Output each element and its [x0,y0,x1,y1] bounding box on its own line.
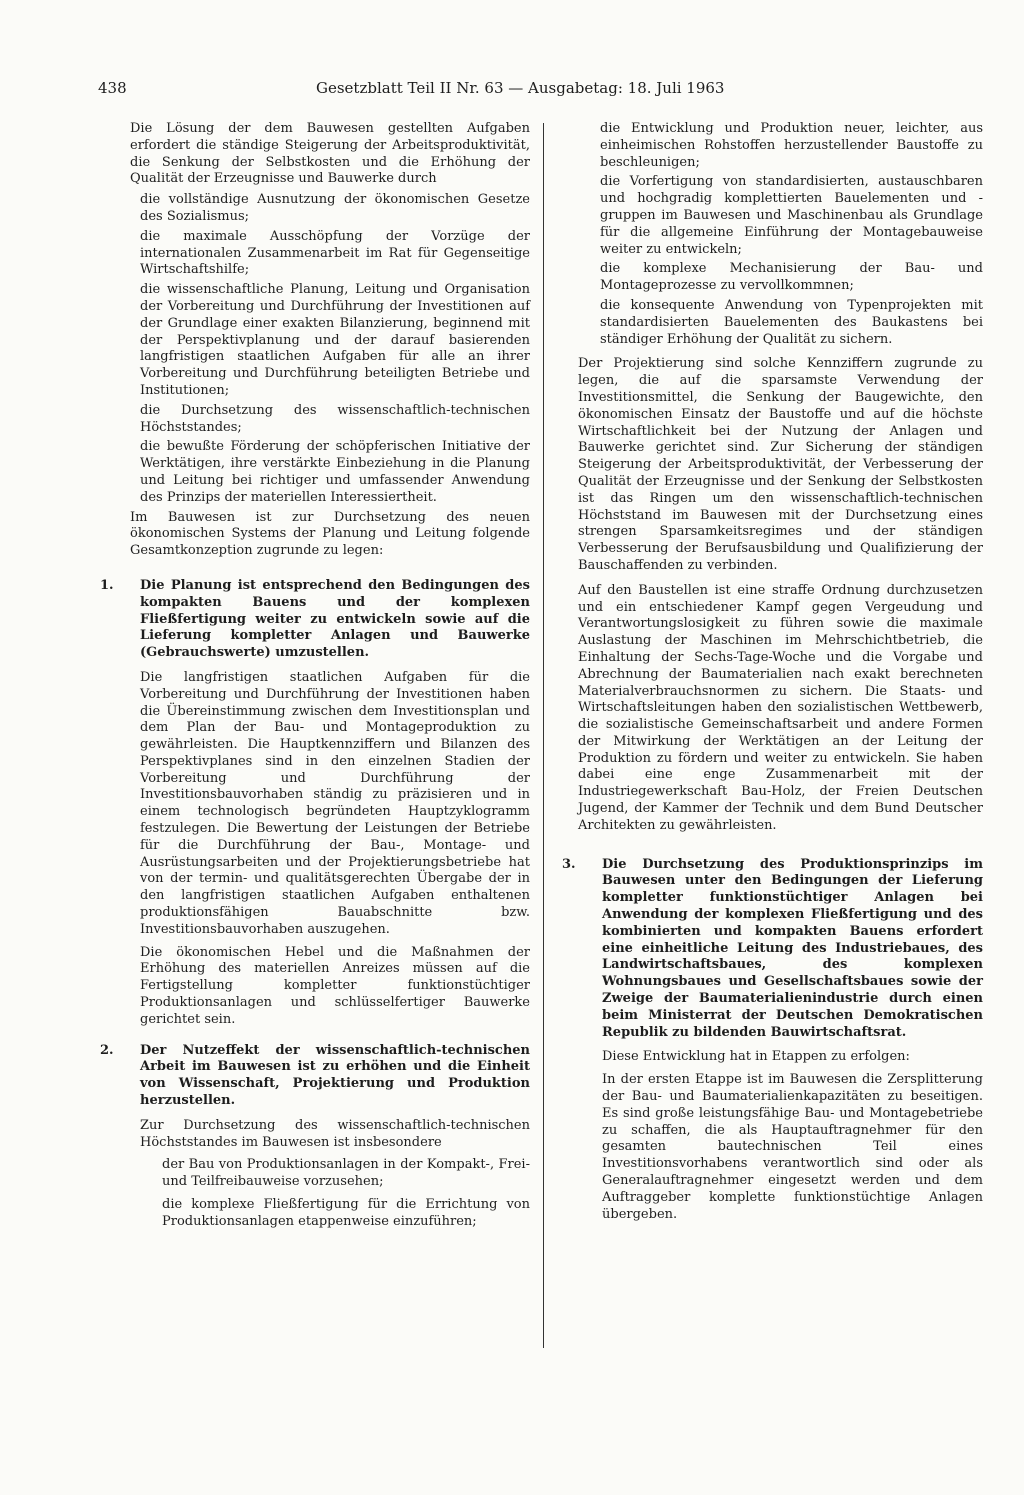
list-item: die bewußte Förderung der schöpferischen Initiative der Werktätigen, ihre verstärkte Einbeziehung in die Planung und Leitung bei richtiger und umfassender Anwendung des Prinzips der materiellen Interessiertheit. [140,439,530,505]
list-item: die komplexe Mechanisierung der Bau- und Montageprozesse zu vervollkommnen; [600,261,983,294]
section-heading: Die Durchsetzung des Produktionsprinzips im Bauwesen unter den Bedingungen der Lieferung kompletter funktionstüchtiger Anlagen bei Anwendung der komplexen Fließfertigung und des kombinierten und kompakten Bauens erfordert eine einheitliche Leitung des Industriebaues, des Landwirtschaftsbaues, des komplexen Wohnungsbaues und Gesellschaftsbaues sowie der Zweige der Baumaterialienindustrie durch einen beim Ministerrat der Deutschen Demokratischen Republik zu bildenden Bauwirtschaftsrat. [602,856,983,1040]
paragraph: Zur Durchsetzung des wissenschaftlich-technischen Höchststandes im Bauwesen ist insbesondere [140,1117,530,1150]
paragraph: In der ersten Etappe ist im Bauwesen die Zersplitterung der Bau- und Baumaterialienkapazitäten zu beseitigen. Es sind große leistungsfähige Bau- und Montagebetriebe zu schaffen, die als Hauptauftragnehmer für den gesamten bautechnischen Teil eines Investitionsvorhabens verantwortlich sind oder als Generalauftragnehmer eingesetzt werden und dem Auftraggeber komplette funktionstüchtige Anlagen übergeben. [602,1072,983,1222]
paragraph: Auf den Baustellen ist eine straffe Ordnung durchzusetzen und ein entschiedener Kampf gegen Vergeudung und Verantwortungslosigkeit zu führen sowie die maximale Auslastung der Maschinen im Mehrschichtbetrieb, die Einhaltung der Sechs-Tage-Woche und die Vorgabe und Abrechnung der Baumaterialien nach exakt berechneten Materialverbrauchsnormen zu sichern. Die Staats- und Wirtschaftsleitungen haben den sozialistischen Wettbewerb, die sozialistische Gemeinschaftsarbeit und andere Formen der Mitwirkung der Werktätigen an der Leitung der Produktion zu fördern und weiter zu entwickeln. Sie haben dabei eine enge Zusammenarbeit mit der Industriegewerkschaft Bau-Holz, der Freien Deutschen Jugend, der Kammer der Technik und dem Bund Deutscher Architekten zu gewährleisten. [578,582,983,833]
page-number: 438 [98,79,127,97]
section-2 [100,1042,530,1231]
section-number: 2. [100,1042,114,1058]
page-header [98,77,968,99]
list-item: die komplexe Fließfertigung für die Errichtung von Produktionsanlagen etappenweise einzuführen; [162,1197,530,1229]
right-column [562,121,983,1229]
list-item: die Durchsetzung des wissenschaftlich-technischen Höchststandes; [140,402,530,435]
concept-paragraph: Im Bauwesen ist zur Durchsetzung des neuen ökonomischen Systems der Planung und Leitung folgende Gesamtkonzeption zugrunde zu legen: [130,509,530,559]
section-3 [562,856,983,1224]
section-1 [100,577,530,1029]
list-item: die vollständige Ausnutzung der ökonomischen Gesetze des Sozialismus; [140,192,530,224]
running-head: Gesetzblatt Teil II Nr. 63 — Ausgabetag: 18. Juli 1963 [316,79,725,97]
paragraph: Diese Entwicklung hat in Etappen zu erfolgen: [602,1049,910,1065]
paragraph: Die ökonomischen Hebel und die Maßnahmen der Erhöhung des materiellen Anreizes müssen auf die Fertigstellung kompletter funktionstüchtiger Produktionsanlagen und schlüsselfertiger Bauwerke gerichtet sein. [140,944,530,1027]
paragraph: Der Projektierung sind solche Kennziffern zugrunde zu legen, die auf die sparsamste Verwendung der Investitionsmittel, die Senkung der Baugewichte, den ökonomischen Einsatz der Baustoffe und auf die höchste Wirtschaftlichkeit bei der Nutzung der Anlagen und Bauwerke gerichtet sind. Zur Sicherung der ständigen Steigerung der Arbeitsproduktivität, der Verbesserung der Qualität der Erzeugnisse und der Senkung der Selbstkosten ist das Ringen um den wissenschaftlich-technischen Höchststand im Bauwesen mit der Durchsetzung eines strengen Sparsamkeitsregimes und der ständigen Verbesserung der Berufsausbildung und Qualifizierung der Bauschaffenden zu verbinden. [578,356,983,573]
section-number: 1. [100,577,114,593]
column-divider [543,123,544,1348]
intro-paragraph: Die Lösung der dem Bauwesen gestellten Aufgaben erfordert die ständige Steigerung der Arbeitsproduktivität, die Senkung der Selbstkosten und die Erhöhung der Qualität der Erzeugnisse und Bauwerke durch [130,121,530,187]
section-number: 3. [562,856,576,872]
left-column [100,121,530,1237]
list-item: der Bau von Produktionsanlagen in der Kompakt-, Frei- und Teilfreibauweise vorzusehen; [162,1157,530,1190]
paragraph: Die langfristigen staatlichen Aufgaben für die Vorbereitung und Durchführung der Investitionen haben die Übereinstimmung zwischen dem Investitionsplan und dem Plan der Bau- und Montageproduktion zu gewährleisten. Die Hauptkennziffern und Bilanzen des Perspektivplanes sind in den einzelnen Stadien der Vorbereitung und Durchführung der Investitionsbauvorhaben ständig zu präzisieren und in einem technologisch begründeten Hauptzyklogramm festzulegen. Die Bewertung der Leistungen der Betriebe für die Durchführung der Bau-, Montage- und Ausrüstungsarbeiten und der Projektierungsbetriebe hat von der termin- und qualitätsgerechten Übergabe der in den langfristigen staatlichen Aufgaben enthaltenen produktionsfähigen Bauabschnitte bzw. Investitionsbauvorhaben auszugehen. [140,669,530,937]
list-item: die maximale Ausschöpfung der Vorzüge der internationalen Zusammenarbeit im Rat für Gegenseitige Wirtschaftshilfe; [140,228,530,278]
list-item: die wissenschaftliche Planung, Leitung und Organisation der Vorbereitung und Durchführung der Investitionen auf der Grundlage einer exakten Bilanzierung, beginnend mit der Perspektivplanung und der darauf basierenden langfristigen staatlichen Aufgaben für alle an ihrer Vorbereitung und Durchführung beteiligten Betriebe und Institutionen; [140,282,530,398]
list-item: die konsequente Anwendung von Typenprojekten mit standardisierten Bauelementen des Baukastens bei ständiger Erhöhung der Qualität zu sichern. [600,297,983,347]
list-item: die Vorfertigung von standardisierten, austauschbaren und hochgradig komplettierten Bauelementen und -gruppen im Bauwesen und Maschinenbau als Grundlage für die allgemeine Einführung der Montagebauweise weiter zu entwickeln; [600,174,983,257]
section-heading: Der Nutzeffekt der wissenschaftlich-technischen Arbeit im Bauwesen ist zu erhöhen und die Einheit von Wissenschaft, Projektierung und Produktion herzustellen. [140,1042,530,1109]
list-item: die Entwicklung und Produktion neuer, leichter, aus einheimischen Rohstoffen herzustellender Baustoffe zu beschleunigen; [600,121,983,170]
section-heading: Die Planung ist entsprechend den Bedingungen des kompakten Bauens und der komplexen Fließfertigung weiter zu entwickeln sowie auf die Lieferung kompletter Anlagen und Bauwerke (Gebrauchswerte) umzustellen. [140,577,530,661]
